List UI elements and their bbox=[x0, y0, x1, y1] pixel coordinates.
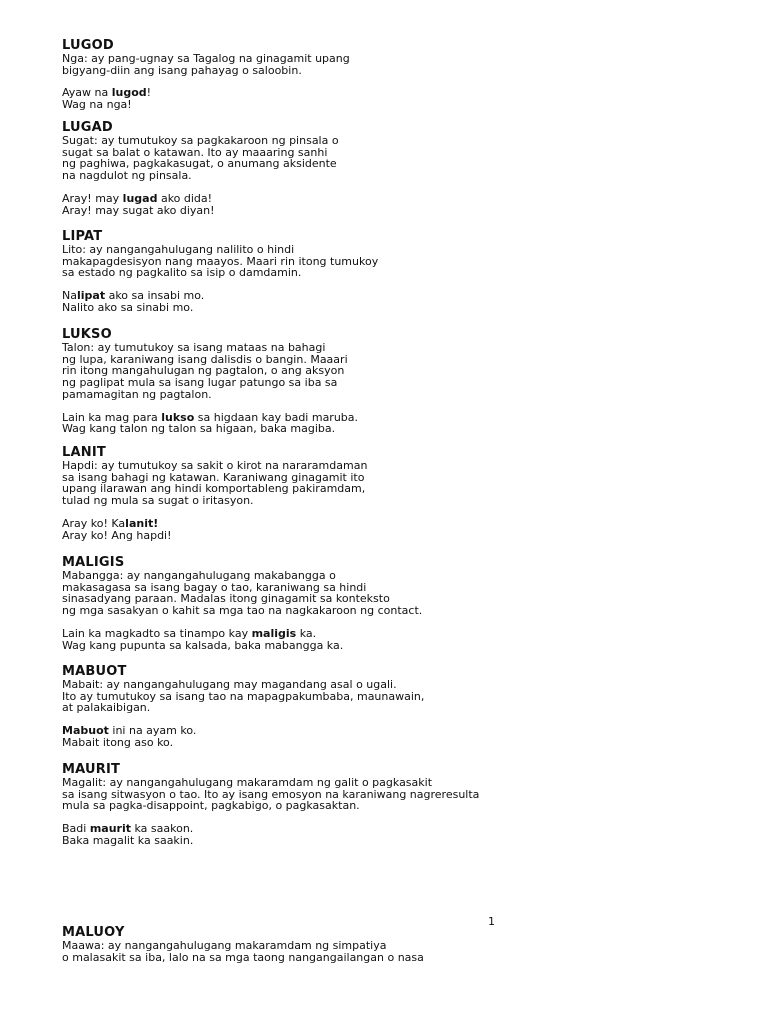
entry-word: LUKSO bbox=[62, 327, 112, 342]
entry-word: MALIGIS bbox=[62, 555, 125, 570]
definition-line: ng lupa, karaniwang isang dalisdis o bangin. Maaari bbox=[62, 352, 348, 366]
entry-word: LUGAD bbox=[62, 120, 113, 135]
definition-line: makasagasa sa isang bagay o tao, karaniwang sa hindi bbox=[62, 580, 367, 594]
example-line: Mabuot ini na ayam ko. bbox=[62, 724, 197, 738]
entry-example bbox=[62, 290, 522, 313]
entry-example bbox=[62, 87, 522, 110]
definition-line: na nagdulot ng pinsala. bbox=[62, 169, 192, 183]
entry-word: MALUOY bbox=[62, 925, 125, 940]
definition-line: ng paghiwa, pagkakasugat, o anumang aksidente bbox=[62, 157, 337, 171]
example-line: Aray ko! Kalanit! bbox=[62, 516, 159, 530]
definition-line: makapagdesisyon nang maayos. Maari rin itong tumukoy bbox=[62, 254, 379, 268]
entry-lipat bbox=[62, 230, 522, 314]
example-line: Lain ka mag para lukso sa higdaan kay badi maruba. bbox=[62, 410, 359, 424]
definition-line: mula sa pagka-disappoint, pagkabigo, o pagkasaktan. bbox=[62, 799, 360, 813]
example-line: Nalipat ako sa insabi mo. bbox=[62, 289, 205, 303]
definition-line: Mabait: ay nangangahulugang may magandang asal o ugali. bbox=[62, 678, 397, 691]
definition-line: bigyang-diin ang isang pahayag o saloobin. bbox=[62, 63, 302, 77]
definition-line: sa isang bahagi ng katawan. Karaniwang ginagamit ito bbox=[62, 470, 365, 484]
entry-word: MABUOT bbox=[62, 664, 127, 679]
example-translation: Mabait itong aso ko. bbox=[62, 735, 174, 749]
example-translation: Wag kang pupunta sa kalsada, baka mabangga ka. bbox=[62, 638, 344, 652]
definition-line: Nga: ay pang-ugnay sa Tagalog na ginagamit upang bbox=[62, 52, 350, 65]
entry-definition bbox=[62, 460, 522, 507]
entry-lugod bbox=[62, 39, 522, 111]
entry-example bbox=[62, 628, 522, 651]
entry-example bbox=[62, 193, 522, 216]
definition-line: rin itong mangahulugan ng pagtalon, o ang aksyon bbox=[62, 364, 345, 378]
entry-example bbox=[62, 823, 522, 846]
definition-line: Lito: ay nangangahulugang nalilito o hindi bbox=[62, 243, 295, 256]
definition-line: ng paglipat mula sa isang lugar patungo sa iba sa bbox=[62, 376, 338, 390]
entry-maligis bbox=[62, 556, 522, 651]
definition-line: upang ilarawan ang hindi komportableng pakiramdam, bbox=[62, 482, 366, 496]
entry-maluoy bbox=[62, 926, 522, 963]
entry-lanit bbox=[62, 446, 522, 541]
definition-line: o malasakit sa iba, lalo na sa mga taong nangangailangan o nasa bbox=[62, 950, 424, 964]
entry-definition bbox=[62, 679, 522, 714]
definition-line: at palakaibigan. bbox=[62, 701, 151, 715]
entry-definition bbox=[62, 570, 522, 617]
example-translation: Nalito ako sa sinabi mo. bbox=[62, 300, 194, 314]
entry-definition bbox=[62, 53, 522, 76]
example-translation: Baka magalit ka saakin. bbox=[62, 833, 194, 847]
definition-line: sa isang sitwasyon o tao. Ito ay isang emosyon na karaniwang nagreresulta bbox=[62, 787, 480, 801]
example-line: Aray! may lugad ako dida! bbox=[62, 191, 213, 205]
entry-example bbox=[62, 725, 522, 748]
example-line: Badi maurit ka saakon. bbox=[62, 822, 194, 836]
entry-definition bbox=[62, 135, 522, 182]
entry-word: LIPAT bbox=[62, 229, 103, 244]
definition-line: Maawa: ay nangangahulugang makaramdam ng simpatiya bbox=[62, 939, 387, 952]
definition-line: sugat sa balat o katawan. Ito ay maaaring sanhi bbox=[62, 145, 328, 159]
entry-lukso bbox=[62, 328, 522, 435]
definition-line: ng mga sasakyan o kahit sa mga tao na nagkakaroon ng contact. bbox=[62, 604, 423, 618]
entry-word: MAURIT bbox=[62, 762, 121, 777]
entry-definition bbox=[62, 342, 522, 401]
example-translation: Wag na nga! bbox=[62, 98, 132, 112]
definition-line: Magalit: ay nangangahulugang makaramdam ng galit o pagkasakit bbox=[62, 776, 433, 789]
example-translation: Aray ko! Ang hapdi! bbox=[62, 528, 172, 542]
entry-example bbox=[62, 518, 522, 541]
definition-line: sinasadyang paraan. Madalas itong ginagamit sa konteksto bbox=[62, 592, 390, 606]
example-line: Ayaw na lugod! bbox=[62, 86, 152, 100]
entry-mabuot bbox=[62, 665, 522, 749]
definition-line: Sugat: ay tumutukoy sa pagkakaroon ng pinsala o bbox=[62, 134, 339, 147]
entry-definition bbox=[62, 940, 522, 963]
entry-maurit bbox=[62, 763, 522, 847]
example-line: Lain ka magkadto sa tinampo kay maligis ka. bbox=[62, 626, 317, 640]
entry-definition bbox=[62, 244, 522, 279]
entry-definition bbox=[62, 777, 522, 812]
entry-word: LANIT bbox=[62, 445, 106, 460]
definition-line: sa estado ng pagkalito sa isip o damdamin. bbox=[62, 266, 302, 280]
definition-line: Talon: ay tumutukoy sa isang mataas na bahagi bbox=[62, 341, 326, 354]
definition-line: Mabangga: ay nangangahulugang makabangga o bbox=[62, 569, 336, 582]
example-translation: Wag kang talon ng talon sa higaan, baka magiba. bbox=[62, 422, 336, 436]
definition-line: Ito ay tumutukoy sa isang tao na mapagpakumbaba, maunawain, bbox=[62, 689, 425, 703]
entry-example bbox=[62, 412, 522, 435]
entry-lugad bbox=[62, 121, 522, 216]
definition-line: pamamagitan ng pagtalon. bbox=[62, 387, 212, 401]
definition-line: Hapdi: ay tumutukoy sa sakit o kirot na nararamdaman bbox=[62, 459, 368, 472]
page-number: 1 bbox=[488, 915, 495, 928]
entry-word: LUGOD bbox=[62, 38, 114, 53]
definition-line: tulad ng mula sa sugat o iritasyon. bbox=[62, 494, 254, 508]
example-translation: Aray! may sugat ako diyan! bbox=[62, 203, 215, 217]
